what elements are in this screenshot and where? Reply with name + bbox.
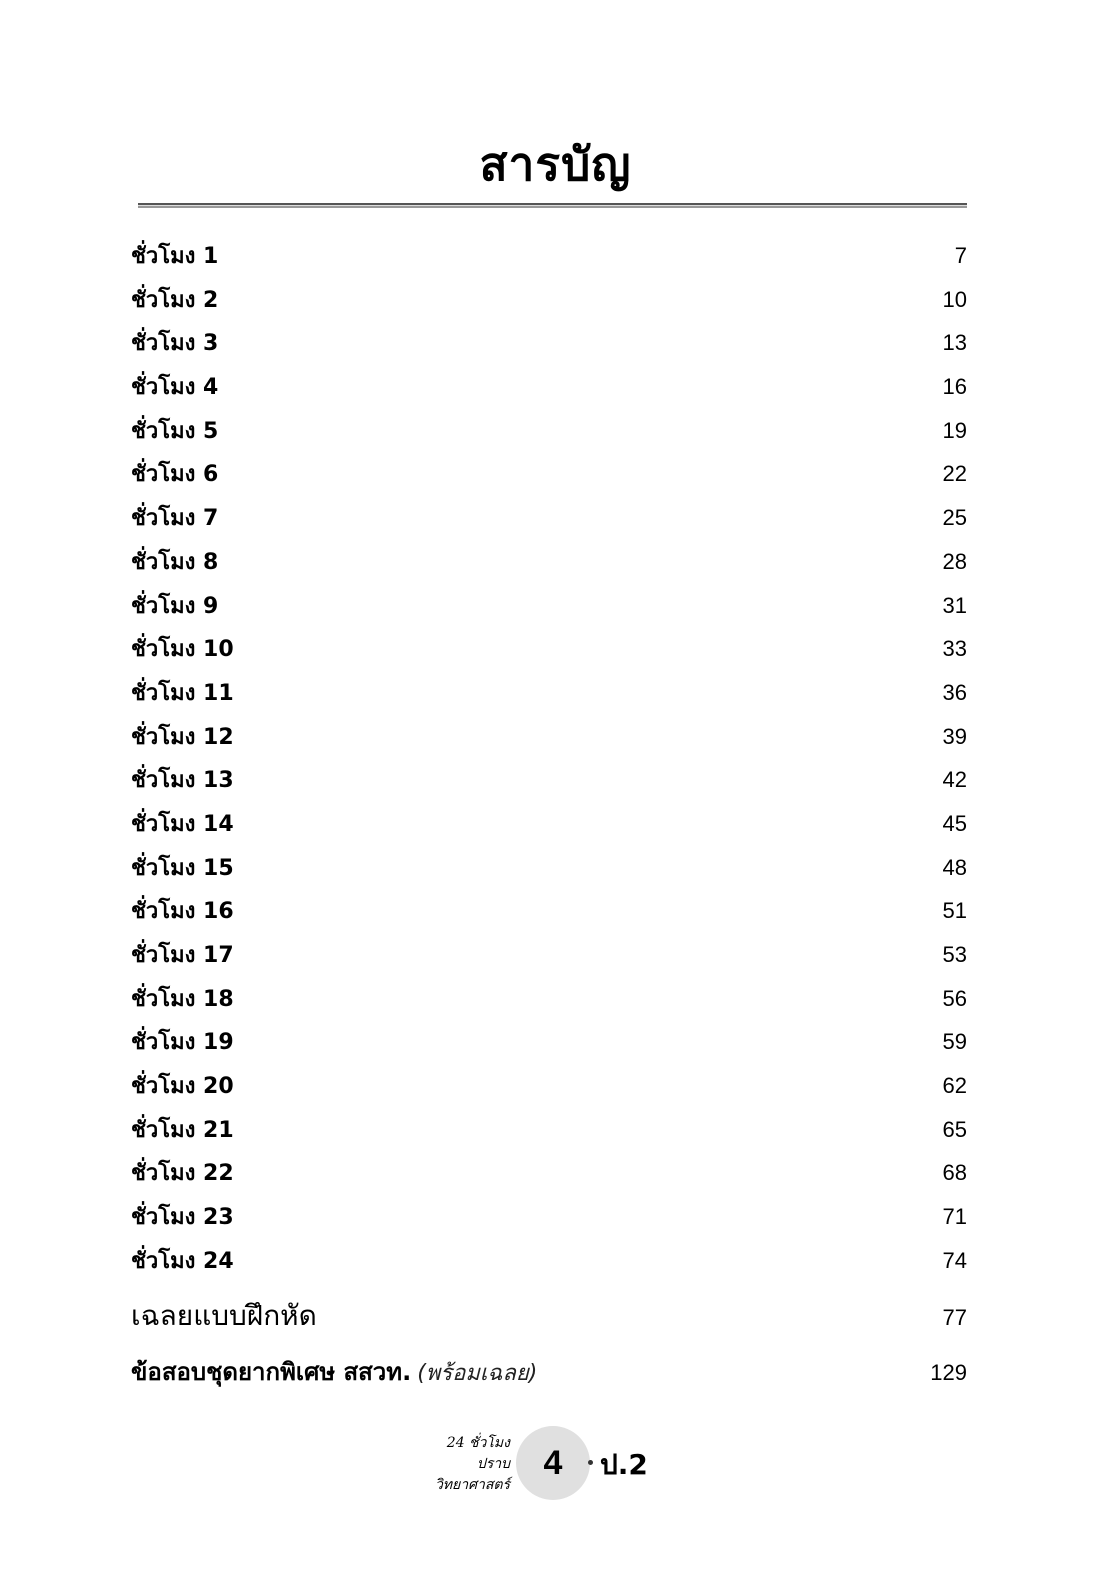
toc-entry-page: 51 bbox=[942, 898, 967, 924]
toc-entry-label: ชั่วโมง 7 bbox=[131, 506, 219, 532]
toc-entry[interactable] bbox=[131, 762, 967, 806]
toc-entry-label: ชั่วโมง 24 bbox=[131, 1248, 234, 1274]
toc-entry-label: ชั่วโมง 19 bbox=[131, 1030, 234, 1056]
title-divider bbox=[138, 203, 967, 208]
toc-entry[interactable] bbox=[131, 719, 967, 763]
toc-entry-label: ชั่วโมง 4 bbox=[131, 375, 219, 401]
toc-entry-special-exam[interactable] bbox=[131, 1352, 967, 1391]
toc-entry-page: 13 bbox=[942, 330, 967, 356]
toc-entry[interactable] bbox=[131, 675, 967, 719]
toc-entry-label: ชั่วโมง 6 bbox=[131, 462, 219, 488]
table-of-contents bbox=[131, 238, 967, 1287]
dot-icon bbox=[588, 1460, 593, 1465]
toc-entry[interactable] bbox=[131, 588, 967, 632]
toc-entry-label: ชั่วโมง 20 bbox=[131, 1074, 234, 1100]
toc-entry[interactable] bbox=[131, 544, 967, 588]
toc-entry[interactable] bbox=[131, 1024, 967, 1068]
toc-entry-label: ชั่วโมง 1 bbox=[131, 244, 219, 269]
toc-entry[interactable] bbox=[131, 369, 967, 413]
toc-entry-page: 10 bbox=[942, 286, 967, 312]
toc-entry-page: 22 bbox=[942, 461, 967, 487]
toc-entry-label: ชั่วโมง 17 bbox=[131, 943, 234, 968]
series-line-1: 24 ชั่วโมง bbox=[446, 1435, 510, 1451]
toc-entry-page: 65 bbox=[942, 1116, 967, 1142]
grade-label: ป.2 bbox=[600, 1448, 648, 1481]
toc-entry-label: ชั่วโมง 11 bbox=[131, 680, 234, 706]
toc-entry-label: ชั่วโมง 3 bbox=[131, 331, 219, 357]
toc-entry-label: ชั่วโมง 2 bbox=[131, 287, 219, 313]
page-footer bbox=[0, 1425, 1111, 1505]
toc-entry-answers[interactable] bbox=[131, 1294, 967, 1338]
toc-entry-page: 45 bbox=[942, 810, 967, 836]
toc-entry[interactable] bbox=[131, 850, 967, 894]
toc-entry-page: 25 bbox=[942, 505, 967, 531]
series-title bbox=[415, 1433, 510, 1496]
toc-entry-label: ชั่วโมง 14 bbox=[131, 811, 234, 837]
special-exam-title: ข้อสอบชุดยากพิเศษ สสวท. bbox=[131, 1358, 412, 1386]
toc-entry[interactable] bbox=[131, 893, 967, 937]
toc-entry-label: ชั่วโมง 12 bbox=[131, 724, 234, 750]
toc-entry-page: 59 bbox=[942, 1029, 967, 1055]
page-number: 4 bbox=[543, 1443, 563, 1482]
toc-entry-page: 74 bbox=[942, 1247, 967, 1273]
toc-entry-page: 53 bbox=[942, 942, 967, 967]
toc-entry[interactable] bbox=[131, 1199, 967, 1243]
toc-entry-page: 68 bbox=[942, 1160, 967, 1186]
toc-entry-label: ชั่วโมง 5 bbox=[131, 418, 219, 444]
toc-entry[interactable] bbox=[131, 1112, 967, 1156]
special-exam-note: (พร้อมเฉลย) bbox=[417, 1361, 538, 1386]
toc-entry[interactable] bbox=[131, 500, 967, 544]
toc-entry-page: 7 bbox=[954, 243, 967, 268]
toc-entry[interactable] bbox=[131, 806, 967, 850]
toc-entry-label: ชั่วโมง 23 bbox=[131, 1205, 234, 1231]
toc-entry[interactable] bbox=[131, 1243, 967, 1287]
toc-entry-label: ชั่วโมง 16 bbox=[131, 899, 234, 925]
toc-entry-page: 48 bbox=[942, 854, 967, 880]
toc-entry-page: 39 bbox=[942, 723, 967, 749]
toc-entry-label: ชั่วโมง 8 bbox=[131, 549, 219, 575]
series-line-3: วิทยาศาสตร์ bbox=[434, 1477, 510, 1493]
toc-entry-label: ชั่วโมง 18 bbox=[131, 986, 234, 1012]
page-title: สารบัญ bbox=[479, 137, 632, 191]
toc-entry-label: ชั่วโมง 21 bbox=[131, 1117, 234, 1143]
toc-entry-page: 36 bbox=[942, 679, 967, 705]
toc-entry-page: 19 bbox=[942, 417, 967, 443]
toc-entry-page: 16 bbox=[942, 374, 967, 400]
toc-entry-label bbox=[131, 1352, 537, 1391]
toc-entry[interactable] bbox=[131, 631, 967, 675]
toc-entry[interactable] bbox=[131, 1155, 967, 1199]
page-number-badge bbox=[516, 1426, 590, 1500]
toc-entry-page: 56 bbox=[942, 985, 967, 1011]
toc-entry-label: ชั่วโมง 9 bbox=[131, 593, 219, 619]
toc-entry-page: 33 bbox=[942, 636, 967, 662]
toc-entry-page: 31 bbox=[942, 592, 967, 618]
toc-entry[interactable] bbox=[131, 238, 967, 282]
toc-entry[interactable] bbox=[131, 1068, 967, 1112]
toc-entry-label: ชั่วโมง 13 bbox=[131, 768, 234, 794]
toc-entry-page: 42 bbox=[942, 767, 967, 793]
toc-entry-label: ชั่วโมง 22 bbox=[131, 1161, 234, 1187]
toc-entry[interactable] bbox=[131, 413, 967, 457]
series-line-2: ปราบ bbox=[476, 1456, 510, 1472]
toc-entry-label: เฉลยแบบฝึกหัด bbox=[131, 1299, 317, 1332]
toc-entry-label: ชั่วโมง 10 bbox=[131, 637, 234, 663]
toc-entry-page: 77 bbox=[942, 1305, 967, 1330]
toc-entry[interactable] bbox=[131, 282, 967, 326]
toc-entry-page: 71 bbox=[942, 1204, 967, 1230]
toc-entry-page: 129 bbox=[930, 1360, 967, 1385]
toc-entry[interactable] bbox=[131, 456, 967, 500]
toc-entry[interactable] bbox=[131, 981, 967, 1025]
toc-entry-label: ชั่วโมง 15 bbox=[131, 855, 234, 881]
toc-entry-page: 28 bbox=[942, 548, 967, 574]
toc-entry-page: 62 bbox=[942, 1073, 967, 1099]
toc-entry[interactable] bbox=[131, 325, 967, 369]
toc-entry[interactable] bbox=[131, 937, 967, 981]
